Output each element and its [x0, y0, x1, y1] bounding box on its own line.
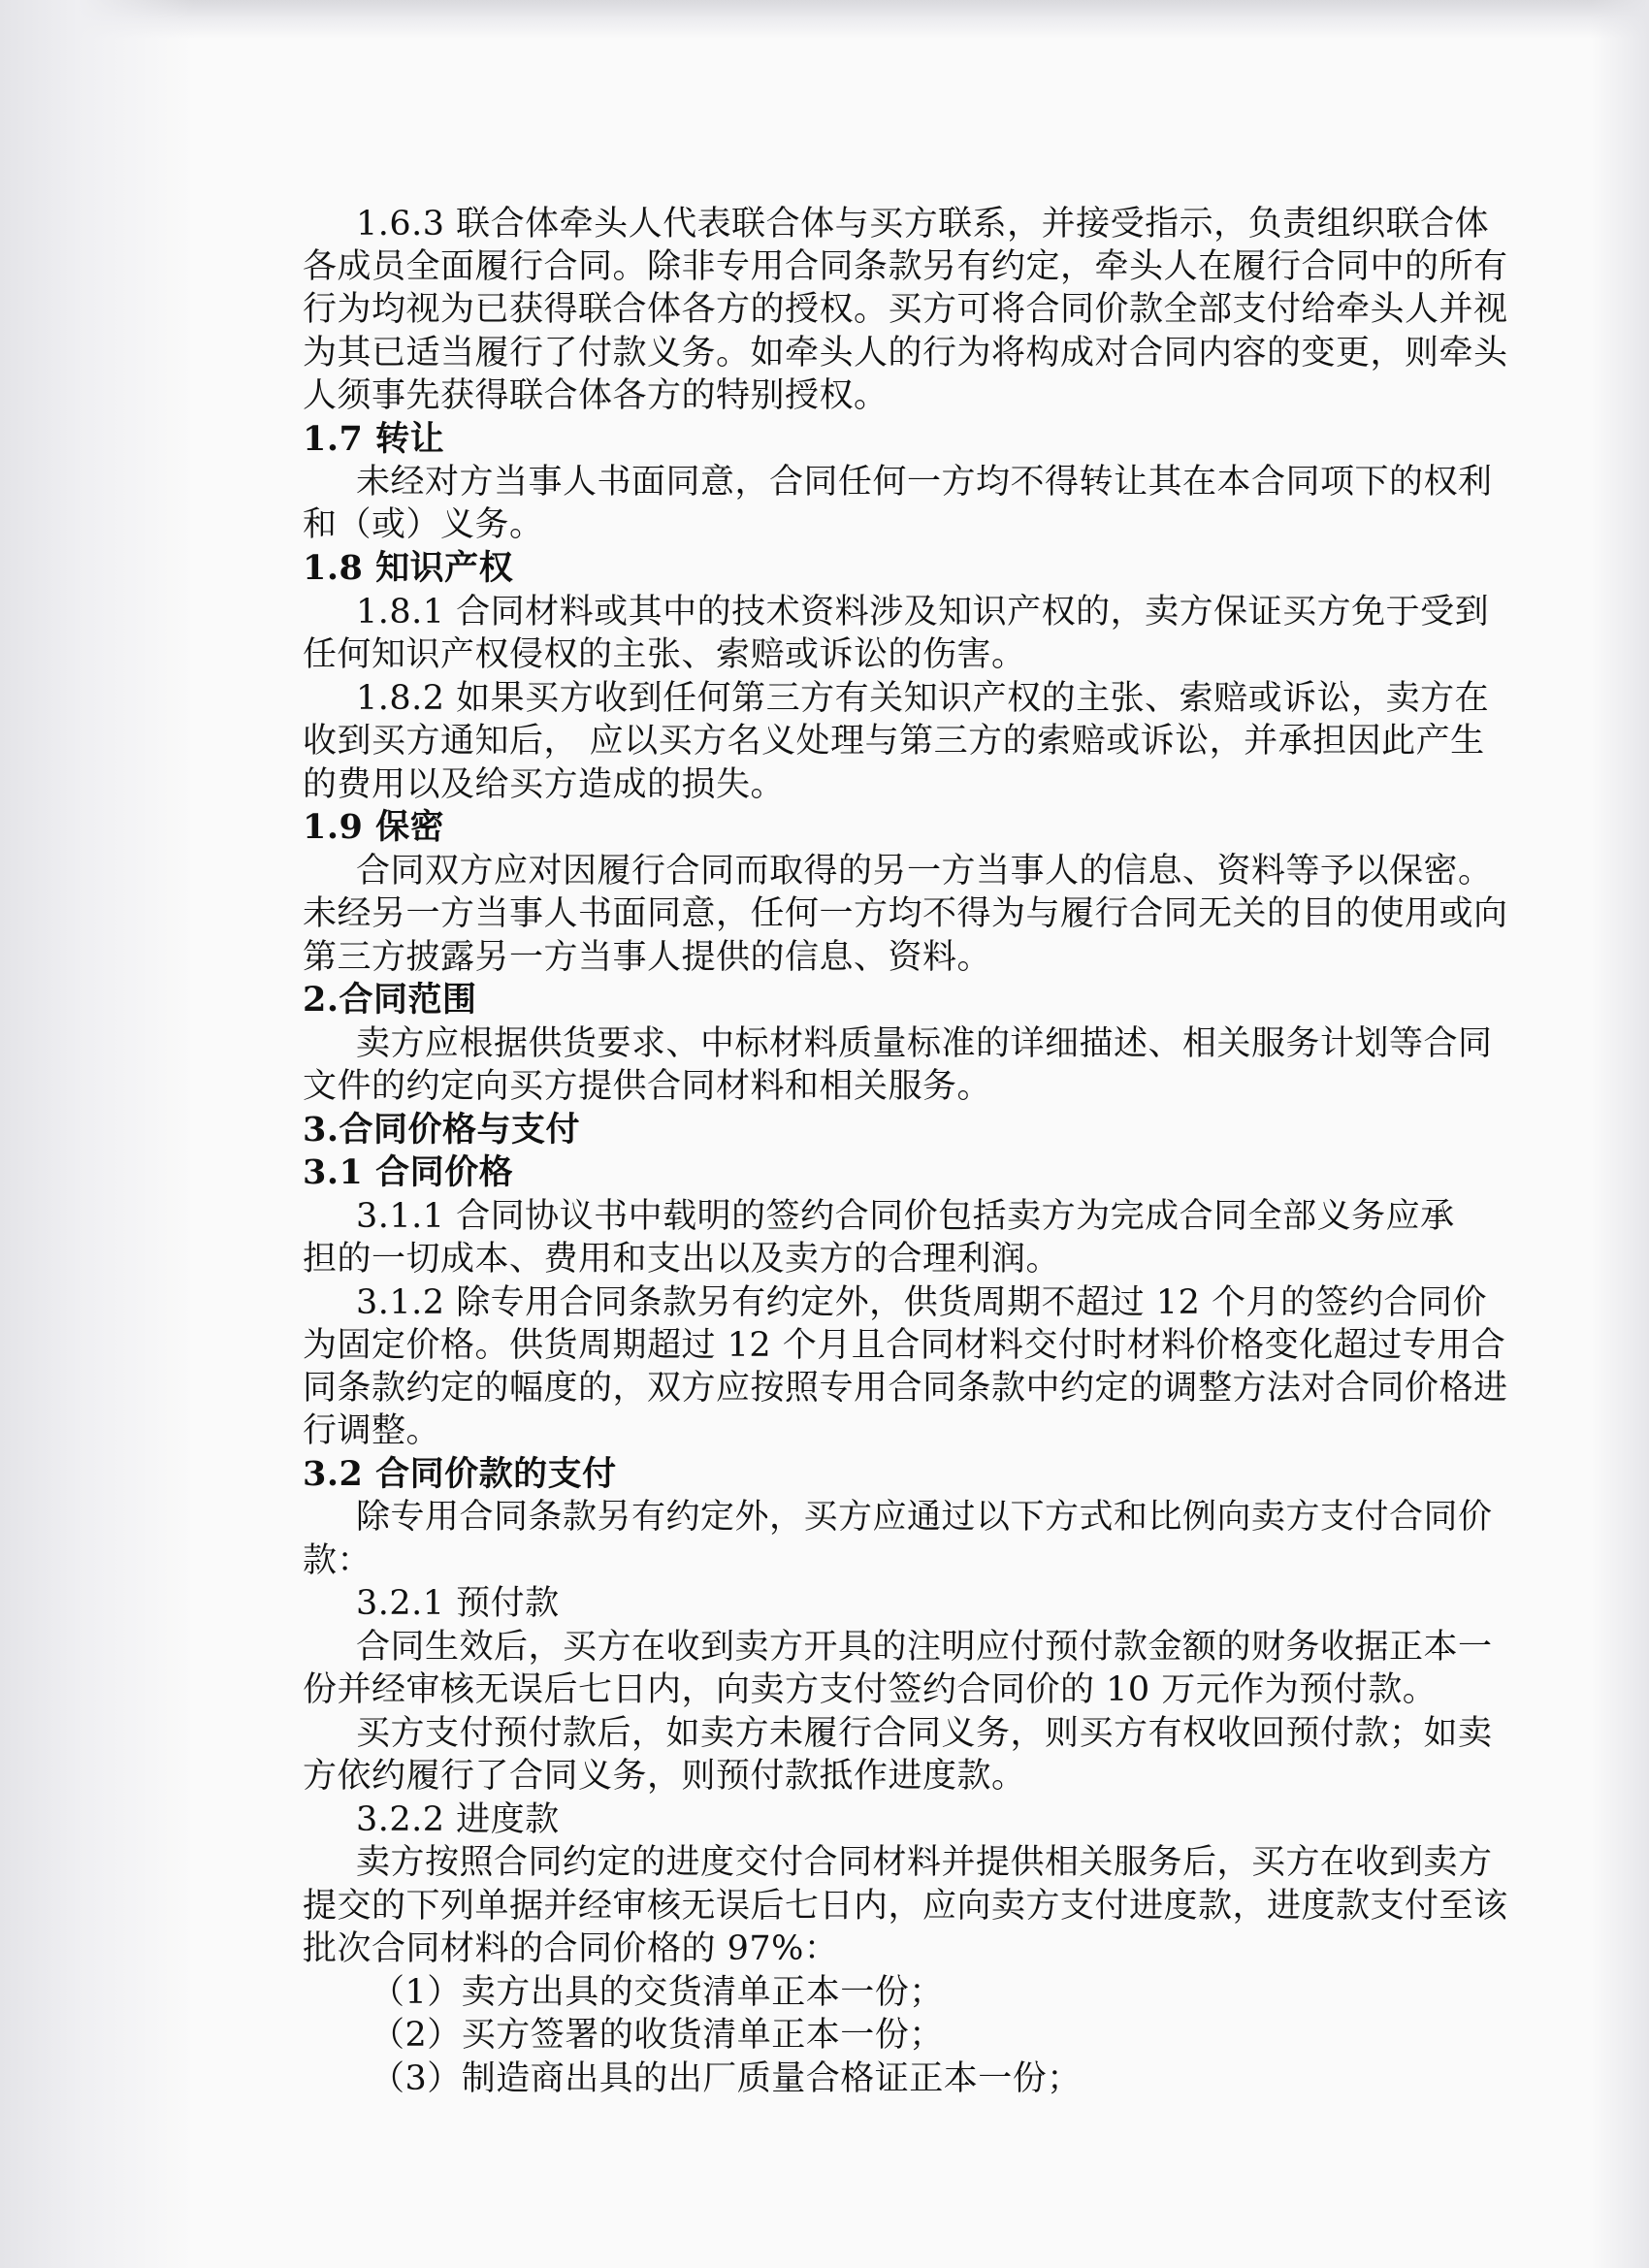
- text-line: 合同生效后，买方在收到卖方开具的注明应付预付款金额的财务收据正本一: [356, 1628, 1493, 1667]
- text-line: 1.6.3 联合体牵头人代表联合体与买方联系，并接受指示，负责组织联合体: [356, 205, 1490, 243]
- text-line: （3）制造商出具的出厂质量合格证正本一份；: [371, 2059, 1082, 2098]
- text-line: 未经对方当事人书面同意，合同任何一方均不得转让其在本合同项下的权利: [356, 463, 1493, 502]
- text-line: 方依约履行了合同义务，则预付款抵作进度款。: [303, 1757, 1026, 1796]
- text-line: 担的一切成本、费用和支出以及卖方的合理利润。: [303, 1240, 1061, 1279]
- scan-shadow-right: [1591, 0, 1649, 2268]
- text-line: 3.2.1 预付款: [356, 1584, 560, 1623]
- text-line: 卖方按照合同约定的进度交付合同材料并提供相关服务后，买方在收到卖方: [356, 1843, 1493, 1882]
- section-heading: 3.1 合同价格: [303, 1152, 514, 1192]
- scan-shadow-left: [0, 0, 194, 2268]
- text-line: 未经另一方当事人书面同意，任何一方均不得为与履行合同无关的目的使用或向: [303, 894, 1508, 933]
- text-line: 份并经审核无误后七日内，向卖方支付签约合同价的 10 万元作为预付款。: [303, 1670, 1438, 1709]
- text-line: 行为均视为已获得联合体各方的授权。买方可将合同价款全部支付给牵头人并视: [303, 290, 1508, 329]
- text-line: 3.2.2 进度款: [356, 1800, 560, 1839]
- text-line: 批次合同材料的合同价格的 97%：: [303, 1929, 839, 1968]
- text-line: 同条款约定的幅度的，双方应按照专用合同条款中约定的调整方法对合同价格进: [303, 1369, 1508, 1408]
- text-line: 第三方披露另一方当事人提供的信息、资料。: [303, 938, 992, 977]
- text-line: 行调整。: [303, 1411, 441, 1450]
- text-line: 合同双方应对因履行合同而取得的另一方当事人的信息、资料等予以保密。: [356, 852, 1493, 891]
- text-line: 3.1.2 除专用合同条款另有约定外，供货周期不超过 12 个月的签约合同价: [356, 1283, 1487, 1322]
- text-line: 除专用合同条款另有约定外，买方应通过以下方式和比例向卖方支付合同价: [356, 1498, 1493, 1537]
- section-heading: 1.8 知识产权: [303, 548, 514, 588]
- text-line: 人须事先获得联合体各方的特别授权。: [303, 376, 889, 415]
- text-line: 3.1.1 合同协议书中载明的签约合同价包括卖方为完成合同全部义务应承: [356, 1197, 1455, 1236]
- text-line: 提交的下列单据并经审核无误后七日内，应向卖方支付进度款，进度款支付至该: [303, 1887, 1508, 1926]
- section-heading: 1.7 转让: [303, 419, 445, 459]
- text-line: 1.8.2 如果买方收到任何第三方有关知识产权的主张、索赔或诉讼，卖方在: [356, 679, 1490, 718]
- text-line: 1.8.1 合同材料或其中的技术资料涉及知识产权的，卖方保证买方免于受到: [356, 593, 1490, 632]
- section-heading: 2.合同范围: [303, 980, 477, 1020]
- text-line: （2）买方签署的收货清单正本一份；: [371, 2016, 944, 2055]
- section-heading: 3.2 合同价款的支付: [303, 1454, 617, 1494]
- scan-shadow-top: [0, 0, 1649, 39]
- text-line: 卖方应根据供货要求、中标材料质量标准的详细描述、相关服务计划等合同: [356, 1024, 1493, 1063]
- text-line: 买方支付预付款后，如卖方未履行合同义务，则买方有权收回预付款；如卖: [356, 1714, 1493, 1753]
- text-line: 和（或）义务。: [303, 505, 544, 544]
- text-line: （1）卖方出具的交货清单正本一份；: [371, 1973, 944, 2012]
- text-line: 文件的约定向买方提供合同材料和相关服务。: [303, 1067, 992, 1106]
- text-line: 收到买方通知后， 应以买方名义处理与第三方的索赔或诉讼，并承担因此产生: [303, 722, 1485, 761]
- text-line: 的费用以及给买方造成的损失。: [303, 765, 786, 804]
- text-line: 各成员全面履行合同。除非专用合同条款另有约定，牵头人在履行合同中的所有: [303, 247, 1508, 286]
- text-line: 任何知识产权侵权的主张、索赔或诉讼的伤害。: [303, 635, 1026, 674]
- text-line: 款：: [303, 1541, 372, 1580]
- text-line: 为固定价格。供货周期超过 12 个月且合同材料交付时材料价格变化超过专用合: [303, 1326, 1506, 1365]
- text-line: 为其已适当履行了付款义务。如牵头人的行为将构成对合同内容的变更，则牵头: [303, 334, 1508, 373]
- section-heading: 3.合同价格与支付: [303, 1110, 581, 1150]
- section-heading: 1.9 保密: [303, 807, 445, 847]
